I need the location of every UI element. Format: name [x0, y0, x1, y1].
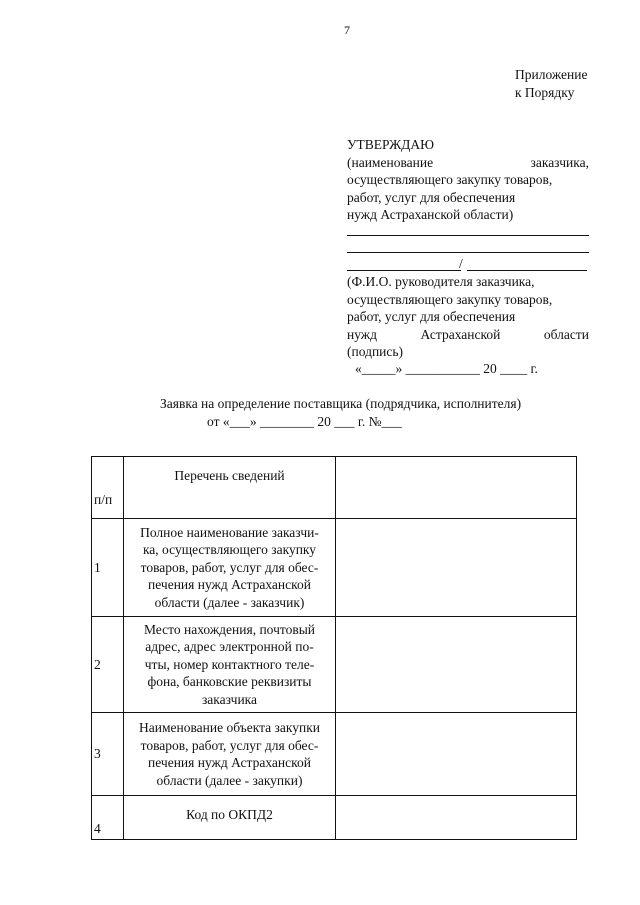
row-description-line: области (далее - закупки) — [156, 772, 303, 788]
row-description-line: адрес, адрес электронной по- — [145, 639, 314, 655]
appendix-line-1: Приложение — [515, 67, 588, 82]
signer-line-4-word-1: нужд — [347, 326, 377, 342]
table-row — [92, 713, 577, 796]
signer-line-4 — [347, 326, 589, 344]
request-date-line: от «___» ________ 20 ___ г. №___ — [207, 414, 402, 429]
appendix-reference — [515, 66, 587, 102]
row-number: 4 — [92, 796, 124, 840]
appendix-line-2: к Порядку — [515, 85, 575, 100]
row-description-line: фона, банковские реквизиты — [147, 674, 312, 690]
signer-line-5: (подпись) — [347, 344, 404, 359]
row-description-line: заказчика — [201, 691, 258, 707]
row-description-line: товаров, работ, услуг для обес- — [140, 559, 319, 575]
row-number: 3 — [92, 713, 124, 796]
row-description-line: чты, номер контактного теле- — [144, 656, 315, 672]
row-description-line: ка, осуществляющего закупку — [142, 542, 317, 558]
row-description-line: печения нужд Астраханской — [148, 755, 311, 770]
signature-slash: / — [459, 256, 463, 271]
approval-line-4: нужд Астраханской области) — [347, 207, 514, 222]
information-table — [91, 456, 577, 840]
fill-line-2 — [347, 252, 589, 253]
row-description — [124, 713, 336, 796]
row-description-line: печения нужд Астраханской — [148, 577, 311, 593]
table-row — [92, 796, 577, 840]
row-value-cell — [336, 796, 577, 840]
row-description-line: Полное наименование заказчи- — [140, 524, 319, 540]
signer-line-2: осуществляющего закупку товаров, — [347, 291, 553, 307]
signature-line — [347, 270, 461, 271]
row-description-line: Место нахождения, почтовый — [143, 621, 315, 637]
row-description-line: Код по ОКПД2 — [186, 807, 273, 822]
approval-heading: УТВЕРЖДАЮ — [347, 137, 435, 152]
table-row — [92, 519, 577, 617]
request-title: Заявка на определение поставщика (подрядчика, исполнителя) — [160, 396, 522, 411]
signer-block — [347, 273, 589, 361]
row-description — [124, 519, 336, 617]
row-description-line: товаров, работ, услуг для обес- — [140, 737, 319, 753]
row-number: 1 — [92, 519, 124, 617]
approval-line-1-left: (наименование — [347, 154, 434, 170]
signer-line-1: (Ф.И.О. руководителя заказчика, — [347, 274, 535, 289]
approval-line-3: работ, услуг для обеспечения — [347, 189, 516, 205]
approval-date-line: «_____» ___________ 20 ____ г. — [355, 361, 538, 376]
header-number-cell: п/п — [92, 457, 124, 519]
signer-line-3: работ, услуг для обеспечения — [347, 309, 516, 324]
table-header-row — [92, 457, 577, 519]
approval-block — [347, 136, 589, 224]
approval-line-2: осуществляющего закупку товаров, — [347, 172, 553, 187]
signer-line-4-word-2: Астраханской — [420, 326, 501, 342]
approval-line-1 — [347, 154, 589, 172]
row-value-cell — [336, 519, 577, 617]
name-line — [467, 270, 587, 271]
table-row — [92, 617, 577, 713]
header-value-cell — [336, 457, 577, 519]
row-number: 2 — [92, 617, 124, 713]
fill-line-1 — [347, 235, 589, 236]
row-description-line: области (далее - заказчик) — [154, 594, 305, 610]
row-value-cell — [336, 617, 577, 713]
row-value-cell — [336, 713, 577, 796]
row-description — [124, 617, 336, 713]
row-description-line: Наименование объекта закупки — [139, 720, 320, 735]
row-description — [124, 796, 336, 840]
header-description-cell: Перечень сведений — [124, 457, 336, 519]
approval-line-1-right: заказчика, — [530, 154, 589, 170]
page-number: 7 — [344, 23, 350, 37]
signer-line-4-word-3: области — [543, 326, 589, 342]
